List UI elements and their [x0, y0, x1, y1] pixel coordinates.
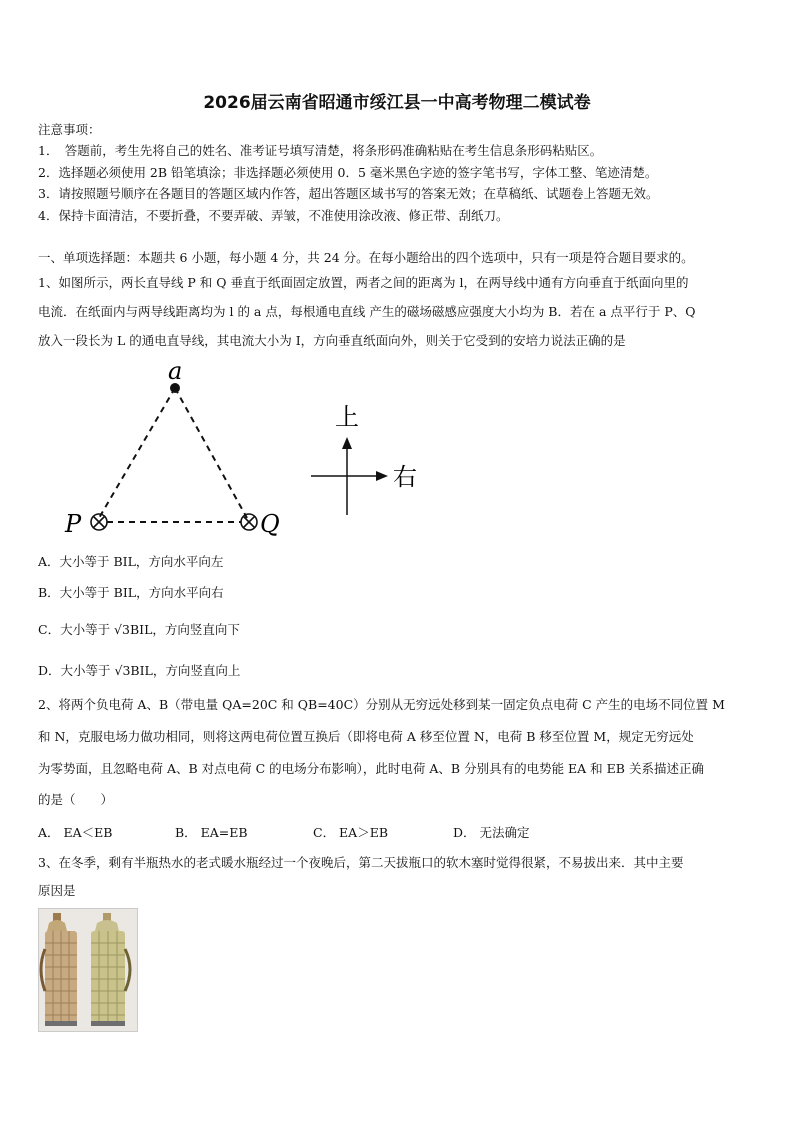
notice-heading: 注意事项： [38, 122, 101, 137]
notice-item: 1． 答题前，考生先将自己的姓名、准考证号填写清楚，将条形码准确粘贴在考生信息条形码粘贴区。 [38, 143, 603, 158]
question-2-option-c: C． EA＞EB [313, 825, 389, 840]
wire-diagram [55, 355, 435, 550]
label-P: P [65, 510, 82, 538]
page-title: 2026届云南省昭通市绥江县一中高考物理二模试卷 [203, 93, 591, 113]
question-2-line: 为零势面，且忽略电荷 A、B 对点电荷 C 的电场分布影响），此时电荷 A、B 分别具有的电势能 EA 和 EB 关系描述正确 [38, 761, 704, 776]
question-1-line: 放入一段长为 L 的通电直导线，其电流大小为 I，方向垂直纸面向外，则关于它受到的安培力说法正确的是 [38, 333, 626, 348]
label-Q: Q [260, 510, 280, 538]
thermos-bottles-image [38, 908, 138, 1032]
notice-item: 2．选择题必须使用 2B 铅笔填涂；非选择题必须使用 0．5 毫米黑色字迹的签字笔书写，字体工整、笔迹清楚。 [38, 165, 658, 180]
question-3-line: 原因是 [38, 883, 76, 898]
label-a: a [168, 357, 183, 385]
question-1-option-c: C．大小等于 √3BIL，方向竖直向下 [38, 622, 240, 637]
question-1-line: 1、如图所示，两长直导线 P 和 Q 垂直于纸面固定放置，两者之间的距离为 l，在两导线中通有方向垂直于纸面向里的 [38, 275, 689, 290]
section-heading: 一、单项选择题：本题共 6 小题，每小题 4 分，共 24 分。在每小题给出的四个选项中，只有一项是符合题目要求的。 [38, 250, 694, 265]
notice-item: 3．请按照题号顺序在各题目的答题区域内作答，超出答题区域书写的答案无效；在草稿纸、试题卷上答题无效。 [38, 186, 659, 201]
wire-Q-cross-icon [241, 514, 257, 530]
question-2-option-d: D． 无法确定 [453, 825, 530, 840]
question-1-option-b: B．大小等于 BIL，方向水平向右 [38, 585, 224, 600]
notice-item: 4．保持卡面清洁，不要折叠，不要弄破、弄皱，不准使用涂改液、修正带、刮纸刀。 [38, 208, 509, 223]
question-2-option-b: B． EA=EB [175, 825, 248, 840]
question-3-line: 3、在冬季，剩有半瓶热水的老式暖水瓶经过一个夜晚后，第二天拔瓶口的软木塞时觉得很紧，不易拔出来．其中主要 [38, 855, 684, 870]
question-2-option-a: A． EA＜EB [38, 825, 113, 840]
wire-P-cross-icon [91, 514, 107, 530]
direction-axes [311, 437, 388, 515]
question-2-line: 和 N，克服电场力做功相同，则将这两电荷位置互换后（即将电荷 A 移至位置 N，电荷 B 移至位置 M，规定无穷远处 [38, 729, 694, 744]
question-2-line: 的是（ ） [38, 792, 114, 807]
question-2-line: 2、将两个负电荷 A、B（带电量 QA=20C 和 QB=40C）分别从无穷远处移到某一固定负点电荷 C 产生的电场不同位置 M [38, 697, 725, 712]
question-1-line: 电流．在纸面内与两导线距离均为 l 的 a 点，每根通电直线 产生的磁场磁感应强度大小均为 B．若在 a 点平行于 P、Q [38, 304, 696, 319]
question-1-option-d: D．大小等于 √3BIL，方向竖直向上 [38, 663, 241, 678]
question-1-option-a: A．大小等于 BIL，方向水平向左 [38, 554, 224, 569]
label-up: 上 [335, 403, 359, 431]
label-right: 右 [393, 463, 417, 491]
